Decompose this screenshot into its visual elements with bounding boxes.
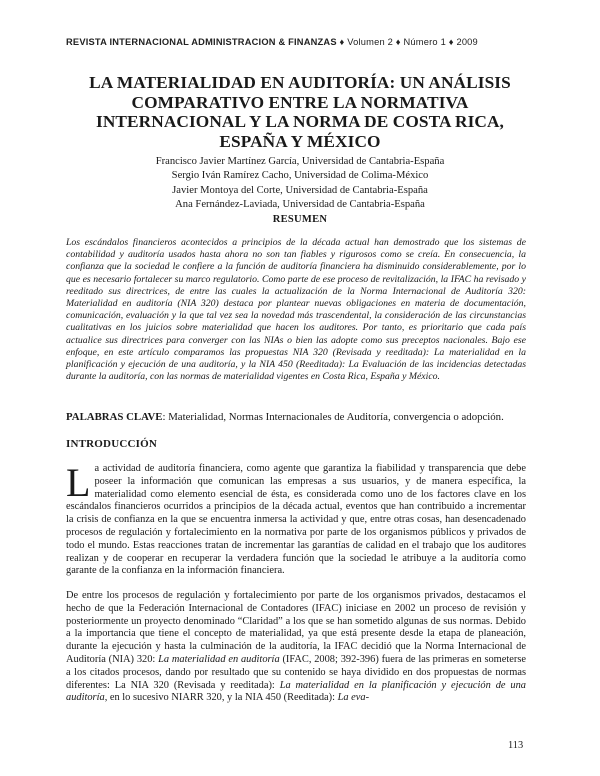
drop-cap: L (66, 460, 91, 505)
abstract-text: Los escándalos financieros acontecidos a principios de la década actual han demostrado que los sistemas de contabilidad y auditoría usados hasta ahora no son tan fiables y rigurosos como se creía. En consecuencia, la confianza que la sociedad le confiere a la función de auditoría financiera ha disminuido considerablemente, por lo que es necesario fortalecer su marco regulatorio. Como parte de ese proceso de revitalización, la IFAC ha revisado y reeditado sus directrices, de entre las cuales la actualización de la Norma Internacional de Auditoría 320: Materialidad en auditoría (NIA 320) destaca por plantear nuevas obligaciones en materia de documentación, comunicación, evaluación y la que tal vez sea la novedad más trascendental, la consideración de las circunstancias cualitativas en los juicios sobre materialidad que hacen los auditores. Por tanto, es prioritario que cada país actualice sus directrices para converger con las NIAs o bien las adopte como sus preceptos nacionales. Bajo ese enfoque, en este artículo comparamos las propuestas NIA 320 (Revisada y reeditada): La materialidad en la planificación y ejecución de una auditoría, y la NIA 450 (Reeditada): La Evaluación de las incidencias detectadas durante la auditoría, con las normas de materialidad vigentes en Costa Rica, España y México. (66, 237, 526, 383)
keywords-text: : Materialidad, Normas Internacionales de Auditoría, convergencia o adopción. (162, 411, 504, 423)
author-list (100, 155, 500, 212)
volume-info: ♦ Volumen 2 ♦ Número 1 ♦ 2009 (339, 37, 478, 47)
journal-name: REVISTA INTERNACIONAL ADMINISTRACION & FINANZAS (66, 37, 337, 47)
author-affiliation: Javier Montoya del Corte, Universidad de Cantabria-España (172, 184, 428, 196)
paragraph-text: , en lo sucesivo NIARR 320, y la NIA 450 (Reeditada): (104, 692, 338, 704)
italic-citation: La materialidad en auditoría (158, 653, 280, 665)
author-affiliation: Ana Fernández-Laviada, Universidad de Cantabria-España (175, 198, 425, 210)
italic-citation: La materialidad en la planificación y ejecución de una auditoría (66, 679, 526, 704)
paragraph-text: a actividad de auditoría financiera, como agente que garantiza la fiabilidad y transparencia que debe poseer la información que comunican las empresas a sus usuarios, y de manera específica, la materialidad como elemento esencial de ésta, es considerada como uno de los factores clave en los escándalos financieros ocurridos a principios de la década actual, eventos que han contribuido a incrementar la crisis de confianza en la que se encuentra inmersa la actividad y que, entre otras cosas, han desencadenado procesos de regulación y fortalecimiento en la normativa por parte de los organismos públicos y privados de todo el mundo. Estas reacciones tratan de incrementar las garantías de calidad en el trabajo que los auditores realizan y de cooperar en recuperar la verdadera función que la sociedad le atribuye a la auditoría como garante de la confianza en la información financiera. (66, 463, 526, 577)
keywords-line (66, 411, 526, 423)
author-affiliation: Sergio Iván Ramírez Cacho, Universidad de Colima-México (171, 170, 429, 182)
keywords-label: PALABRAS CLAVE (66, 411, 163, 423)
article-title: LA MATERIALIDAD EN AUDITORÍA: UN ANÁLISIS COMPARATIVO ENTRE LA NORMATIVA INTERNACIONAL Y LA NORMA DE COSTA RICA, ESPAÑA Y MÉXICO (89, 73, 511, 151)
paragraph-text: De entre los procesos de regulación y fortalecimiento por parte de los organismos privados, destacamos el hecho de que la Federación Internacional de Contadores (IFAC) iniciase en 2002 un proceso de revisión y posteriormente un proyecto denominado “Claridad” a los que se han sometido algunas de sus normas. Debido a la importancia que tiene el concepto de materialidad, ya que está presente desde la etapa de planeación, durante la ejecución y hasta la culminación de la auditoría, la IFAC decidió que la Norma Internacional de Auditoría (NIA) 320: (66, 590, 526, 665)
introduction-paragraph (66, 460, 526, 578)
introduction-heading: INTRODUCCIÓN (66, 438, 158, 450)
abstract-heading: RESUMEN (272, 214, 328, 225)
paragraph-text: (IFAC, 2008; 392-396) fuera de las primeras en someterse a los citados procesos, dando por resultado que su contenido se haya dividido en dos propuestas de normas diferentes: La NIA 320 (Revisada y reeditada): (66, 653, 526, 691)
author-affiliation: Francisco Javier Martínez García, Universidad de Cantabria-España (155, 156, 445, 167)
italic-citation: La eva- (337, 692, 370, 704)
introduction-paragraph (66, 590, 526, 705)
page-number: 113 (508, 740, 524, 751)
journal-header (66, 37, 536, 47)
